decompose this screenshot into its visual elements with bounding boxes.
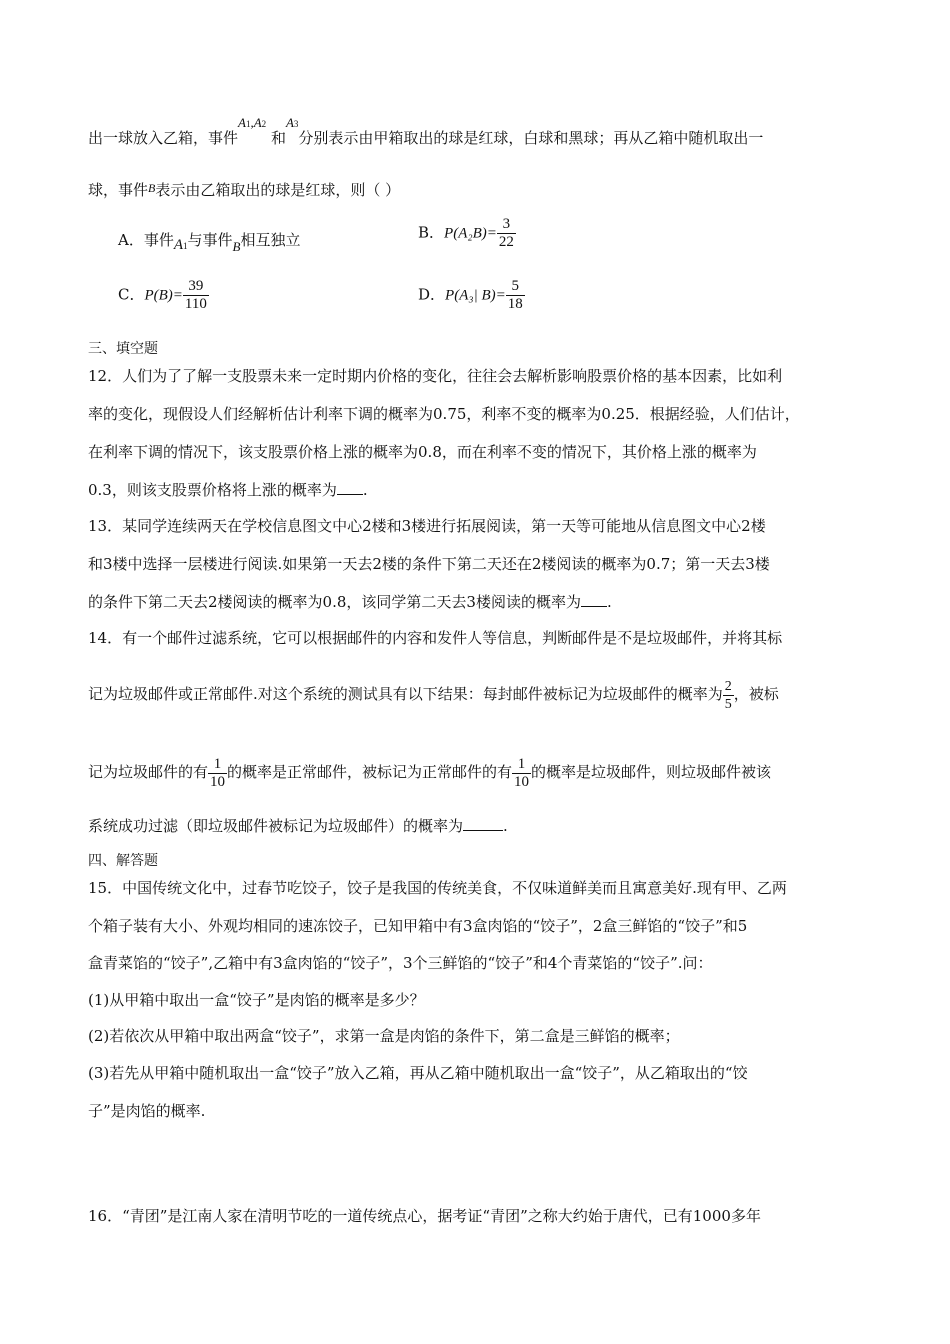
section-solutions: 四、解答题 [88,853,158,869]
q15-line-1: 15．中国传统文化中，过春节吃饺子，饺子是我国的传统美食，不仅味道鲜美而且寓意美好.现有甲、乙两 [88,879,787,897]
q11-line-2: 球，事件$^B$表示由乙箱取出的球是红球，则（ ） [88,181,401,199]
answer-blank[interactable] [581,592,607,607]
q13-line-2: 和3楼中选择一层楼进行阅读.如果第一天去2楼的条件下第二天还在2楼阅读的概率为0.7；第一天去3楼 [88,555,770,573]
section-fill-in: 三、填空题 [88,341,158,357]
q14-line-2: 记为垃圾邮件或正常邮件.对这个系统的测试具有以下结果：每封邮件被标记为垃圾邮件的概率为 $\frac{2}{5}$ ，被标 [88,678,779,712]
answer-blank[interactable] [337,480,363,495]
answer-blank[interactable] [463,816,503,831]
fraction: $\frac{1}{10}$ [514,755,530,790]
q11-line-1: 出一球放入乙箱，事件A1,A2 和A3分别表示由甲箱取出的球是红球，白球和黑球；再从乙箱中随机取出一 [88,115,764,147]
q11-option-c: C．P(B)= $\frac{39}{110}$ [118,278,207,312]
q15-line-3: 盒青菜馅的“饺子”,乙箱中有3盒肉馅的“饺子”，3个三鲜馅的“饺子”和4个青菜馅的“饺子”.问： [88,954,713,972]
q14-line-4: 系统成功过滤（即垃圾邮件被标记为垃圾邮件）的概率为 . [88,817,508,835]
q11-option-a: A．事件A1与事件B相互独立 [118,231,301,254]
q15-part-2: (2)若依次从甲箱中取出两盒“饺子”，求第一盒是肉馅的条件下，第二盒是三鲜馅的概率； [88,1027,680,1045]
q12-line-4: 0.3，则该支股票价格将上涨的概率为 . [88,481,368,499]
q13-line-3: 的条件下第二天去2楼阅读的概率为0.8，该同学第二天去3楼阅读的概率为 . [88,593,612,611]
fraction: $\frac{5}{18}$ [507,278,523,312]
event-a1-a2: A1,A2 [238,115,267,130]
q15-part-3: (3)若先从甲箱中随机取出一盒“饺子”放入乙箱，再从乙箱中随机取出一盒“饺子”，从乙箱取出的“饺 [88,1064,748,1082]
q15-part-3-cont: 子”是肉馅的概率. [88,1102,206,1120]
q13-line-1: 13．某同学连续两天在学校信息图文中心2楼和3楼进行拓展阅读，第一天等可能地从信息图文中心2楼 [88,517,766,535]
q11-option-b: B．P(A₂B)= $\frac{3}{22}$ [418,216,514,250]
event-a3: A3 [285,115,299,130]
q16-line-1: 16．“青团”是江南人家在清明节吃的一道传统点心，据考证“青团”之称大约始于唐代，已有1000多年 [88,1207,761,1225]
fraction: $\frac{1}{10}$ [210,755,226,790]
fraction: $\frac{3}{22}$ [498,216,514,250]
q14-line-3: 记为垃圾邮件的有 $\frac{1}{10}$ 的概率是正常邮件，被标记为正常邮件的有 $\frac{1}{10}$ 的概率是垃圾邮件，则垃圾邮件被该 [88,755,772,790]
q15-part-1: (1)从甲箱中取出一盒“饺子”是肉馅的概率是多少？ [88,991,425,1009]
q12-line-2: 率的变化，现假设人们经解析估计利率下调的概率为0.75，利率不变的概率为0.25．根据经验，人们估计， [88,405,800,423]
fraction: $\frac{2}{5}$ [724,678,732,712]
q14-line-1: 14．有一个邮件过滤系统，它可以根据邮件的内容和发件人等信息，判断邮件是不是垃圾邮件，并将其标 [88,629,783,647]
fraction: $\frac{39}{110}$ [184,278,207,312]
q15-line-2: 个箱子装有大小、外观均相同的速冻饺子，已知甲箱中有3盒肉馅的“饺子”，2盒三鲜馅的“饺子”和5 [88,917,748,935]
q11-option-d: D．P(A₃| B)= $\frac{5}{18}$ [418,278,523,312]
q12-line-1: 12．人们为了了解一支股票未来一定时期内价格的变化，往往会去解析影响股票价格的基本因素，比如利 [88,367,783,385]
q12-line-3: 在利率下调的情况下，该支股票价格上涨的概率为0.8，而在利率不变的情况下，其价格上涨的概率为 [88,443,757,461]
